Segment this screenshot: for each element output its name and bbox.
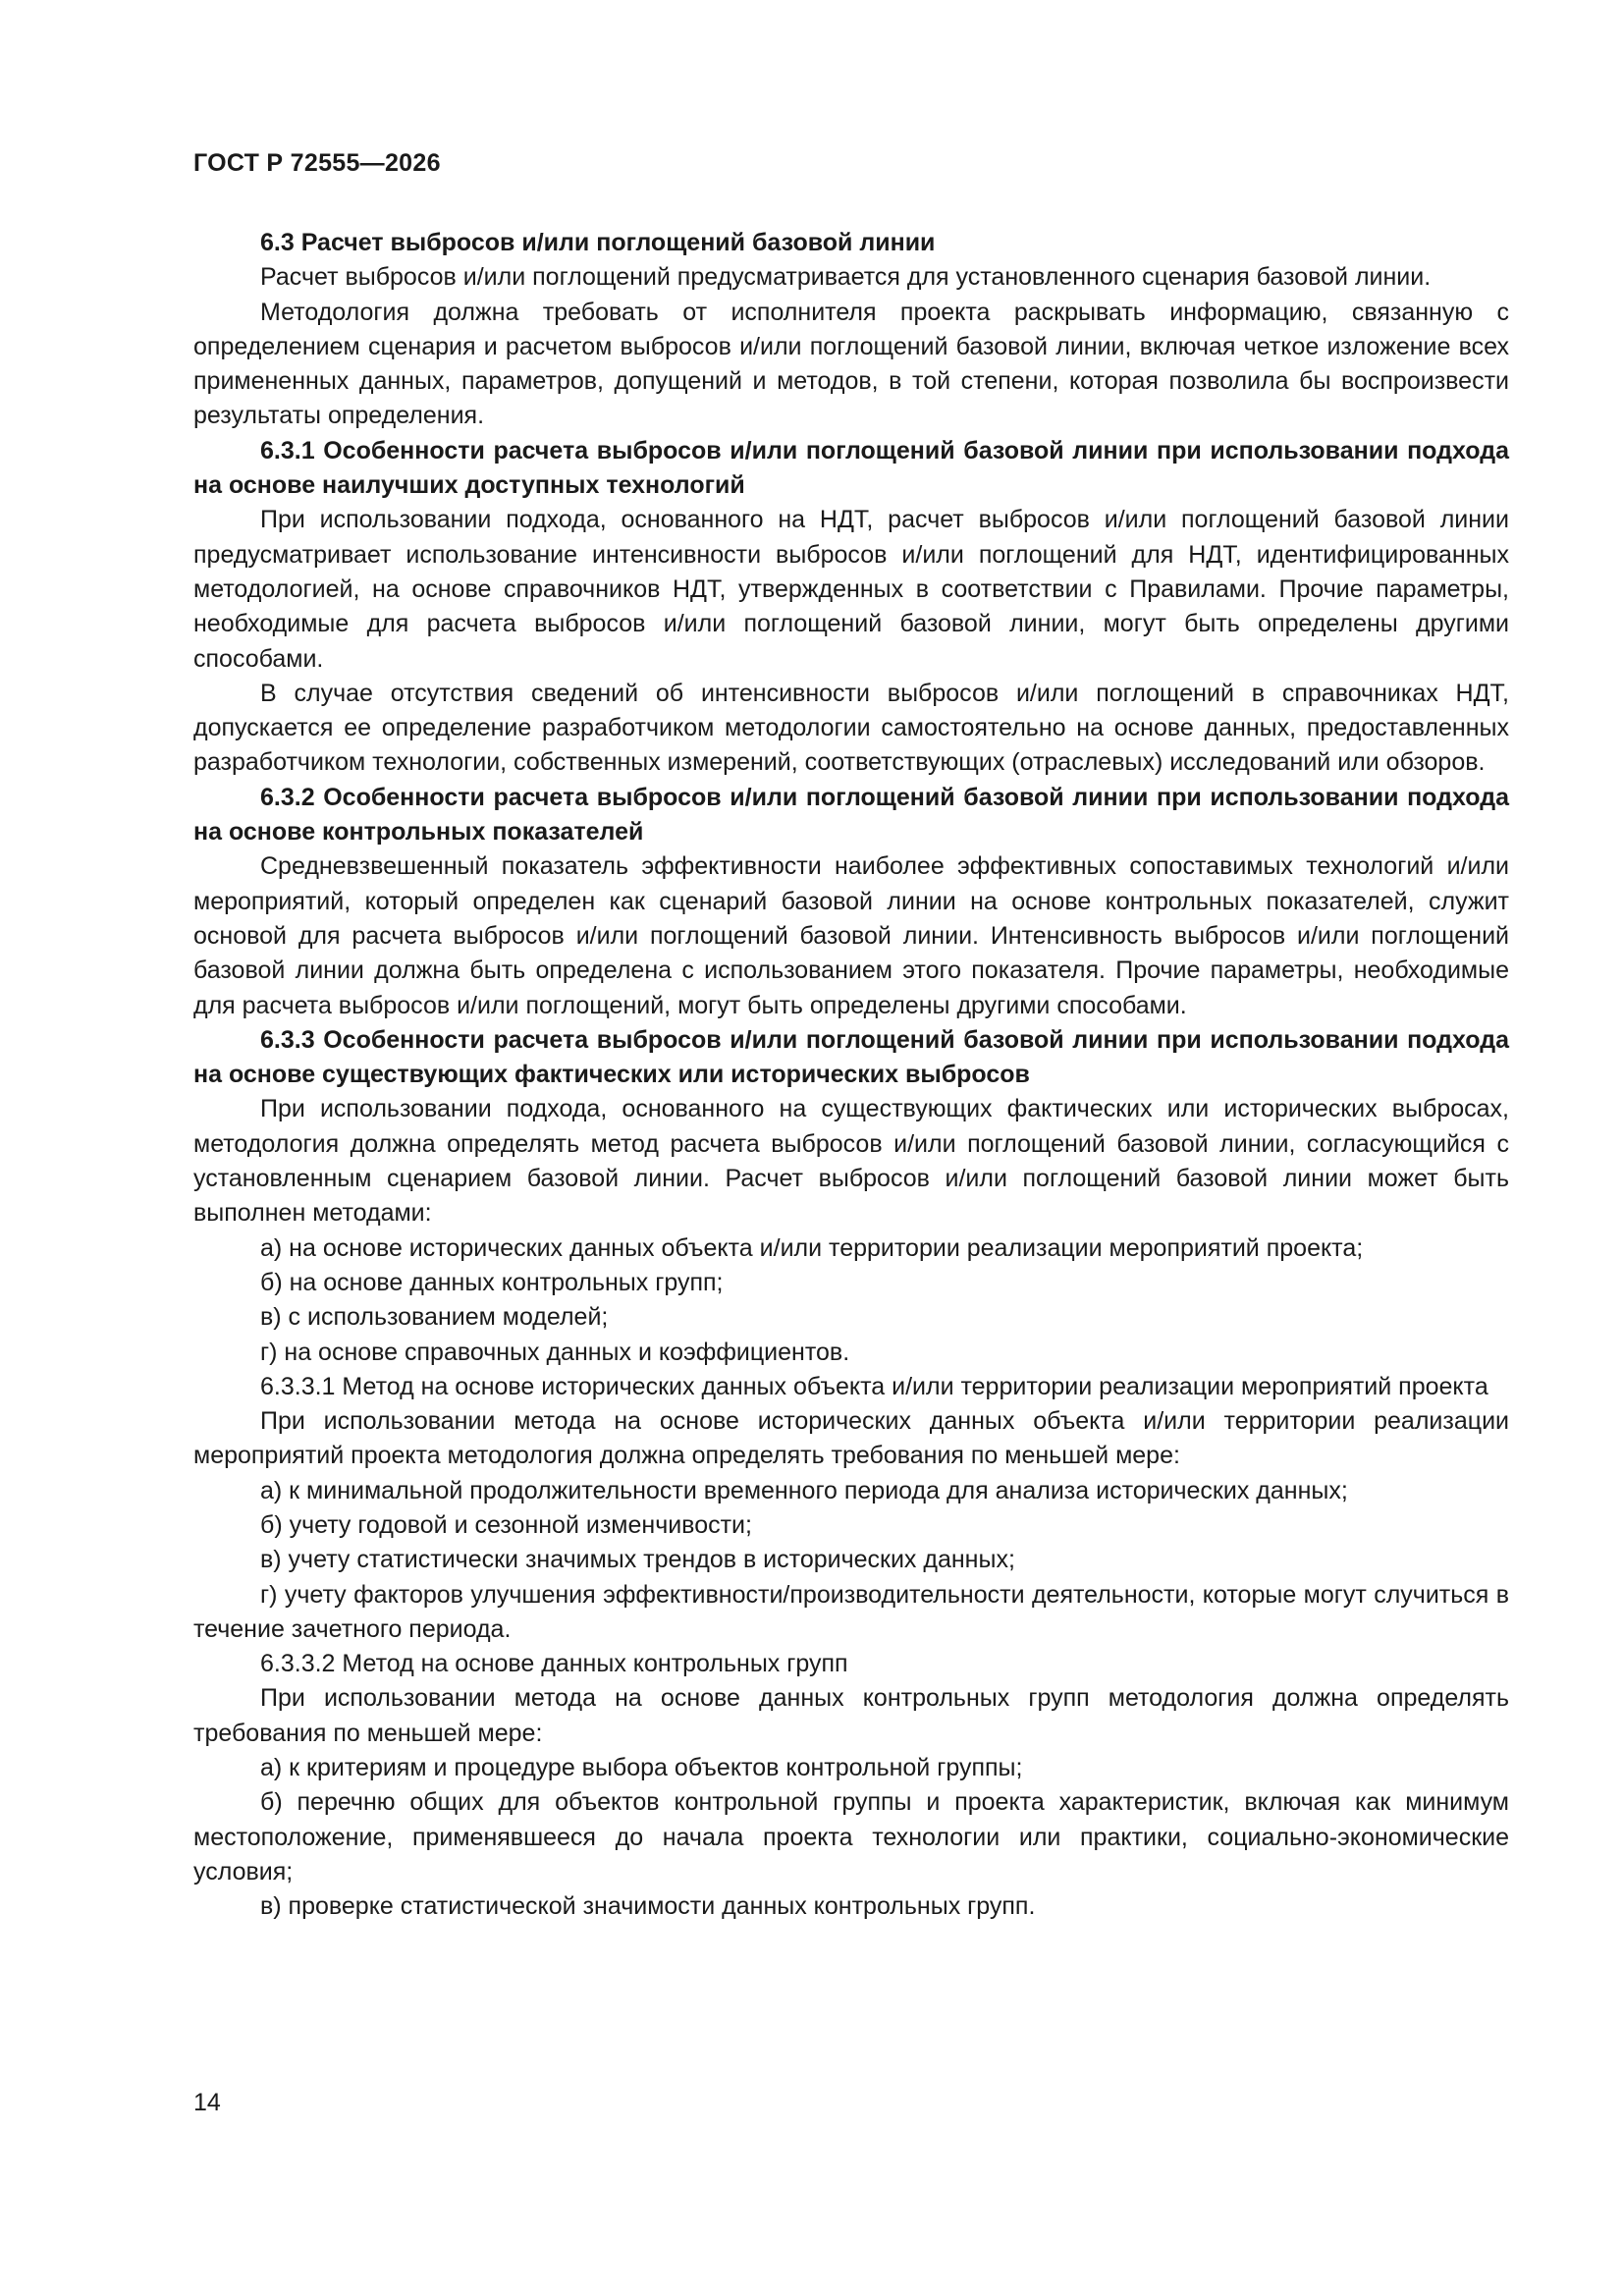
body-paragraph: Расчет выбросов и/или поглощений предусматривается для установленного сценария базовой линии.: [260, 263, 1432, 292]
list-item: в) учету статистически значимых трендов в исторических данных;: [260, 1546, 1015, 1574]
body-paragraph: Методология должна требовать от исполнителя проекта раскрывать информацию, связанную с определением сценария и расчетом выбросов и/или поглощений базовой линии, включая четкое изложение всех примененных данных, параметров, допущений и методов, в той степени, которая позволила бы воспроизвести результаты определения.: [193, 298, 1509, 430]
body-paragraph: При использовании метода на основе данных контрольных групп методология должна определять требования по меньшей мере:: [193, 1684, 1509, 1747]
body-paragraph: При использовании подхода, основанного на существующих фактических или исторических выбросах, методология должна определять метод расчета выбросов и/или поглощений базовой линии, согласующийся с установленным сценарием базовой линии. Расчет выбросов и/или поглощений базовой линии может быть выполнен методами:: [193, 1095, 1509, 1228]
list-item: а) к минимальной продолжительности временного периода для анализа исторических данных;: [260, 1476, 1348, 1504]
body-paragraph: г) учету факторов улучшения эффективности/производительности деятельности, которые могут случиться в течение зачетного периода.: [193, 1580, 1509, 1643]
list-item: г) на основе справочных данных и коэффициентов.: [260, 1338, 850, 1366]
document-body: [193, 226, 1509, 1925]
list-item: в) проверке статистической значимости данных контрольных групп.: [260, 1892, 1036, 1921]
body-paragraph: б) перечню общих для объектов контрольной группы и проекта характеристик, включая как минимум местоположение, применявшееся до начала проекта технологии или практики, социально-экономические условия;: [193, 1788, 1509, 1886]
list-item: б) на основе данных контрольных групп;: [260, 1268, 724, 1296]
body-paragraph: При использовании подхода, основанного на НДТ, расчет выбросов и/или поглощений базовой линии предусматривает использование интенсивности выбросов и/или поглощений для НДТ, идентифицированных методологией, на основе справочников НДТ, утвержденных в соответствии с Правилами. Прочие параметры, необходимые для расчета выбросов и/или поглощений базовой линии, могут быть определены другими способами.: [193, 506, 1509, 673]
body-paragraph: 6.3.3.1 Метод на основе исторических данных объекта и/или территории реализации мероприятий проекта: [260, 1372, 1488, 1400]
list-item: в) с использованием моделей;: [260, 1303, 609, 1332]
body-paragraph: 6.3.3.2 Метод на основе данных контрольных групп: [260, 1650, 848, 1678]
list-item: а) к критериям и процедуре выбора объектов контрольной группы;: [260, 1754, 1023, 1782]
list-item: а) на основе исторических данных объекта и/или территории реализации мероприятий проекта;: [260, 1233, 1364, 1262]
section-heading: 6.3 Расчет выбросов и/или поглощений базовой линии: [260, 229, 936, 256]
body-paragraph: Средневзвешенный показатель эффективности наиболее эффективных сопоставимых технологий и/или мероприятий, который определен как сценарий базовой линии на основе контрольных показателей, служит основой для расчета выбросов и/или поглощений базовой линии. Интенсивность выбросов и/или поглощений базовой линии должна быть определена с использованием этого показателя. Прочие параметры, необходимые для расчета выбросов и/или поглощений, могут быть определены другими способами.: [193, 852, 1509, 1019]
page-number: 14: [193, 2089, 221, 2116]
section-heading: 6.3.2 Особенности расчета выбросов и/или поглощений базовой линии при использовании подхода на основе контрольных показателей: [193, 783, 1509, 847]
section-heading: 6.3.3 Особенности расчета выбросов и/или поглощений базовой линии при использовании подхода на основе существующих фактических или исторических выбросов: [193, 1025, 1509, 1089]
body-paragraph: При использовании метода на основе исторических данных объекта и/или территории реализации мероприятий проекта методология должна определять требования по меньшей мере:: [193, 1407, 1509, 1470]
list-item: б) учету годовой и сезонной изменчивости;: [260, 1510, 752, 1539]
body-paragraph: В случае отсутствия сведений об интенсивности выбросов и/или поглощений в справочниках НДТ, допускается ее определение разработчиком методологии самостоятельно на основе данных, предоставленных разработчиком технологии, собственных измерений, соответствующих (отраслевых) исследований или обзоров.: [193, 679, 1509, 777]
section-heading: 6.3.1 Особенности расчета выбросов и/или поглощений базовой линии при использовании подхода на основе наилучших доступных технологий: [193, 436, 1509, 500]
document-header: ГОСТ Р 72555—2026: [193, 149, 441, 177]
